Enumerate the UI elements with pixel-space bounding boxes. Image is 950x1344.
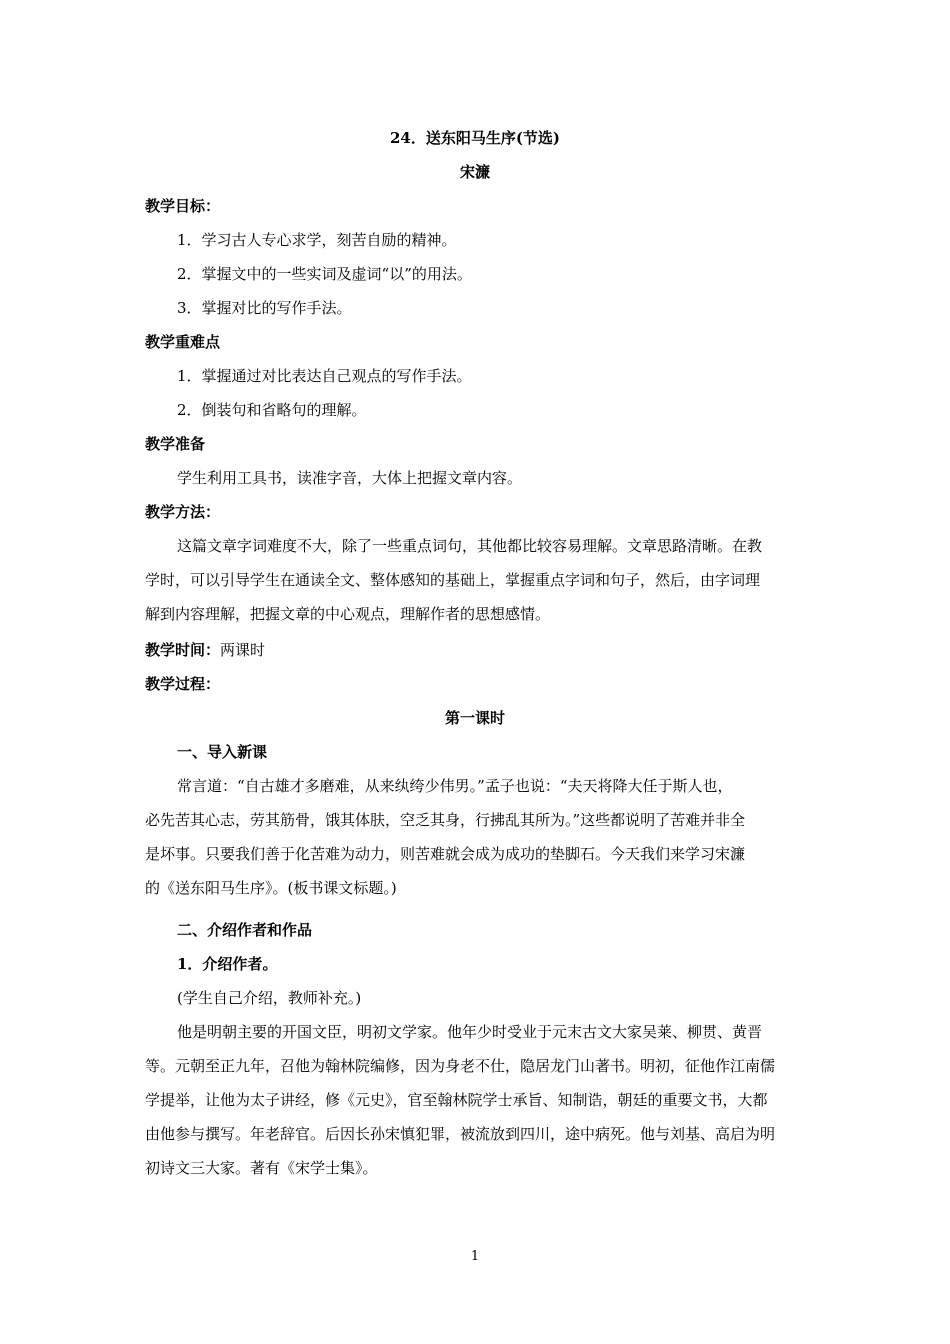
author-bio-line: 等。元朝至正九年，召他为翰林院编修，因为身老不仕，隐居龙门山著书。明初，征他作江南儒 [145, 1057, 776, 1075]
preparation-heading: 教学准备 [145, 435, 206, 453]
method-heading: 教学方法： [145, 503, 221, 521]
author-bio-line: 初诗文三大家。著有《宋学士集》。 [145, 1159, 378, 1177]
method-line: 学时，可以引导学生在通读全文、整体感知的基础上，掌握重点字词和句子，然后，由字词理 [145, 571, 761, 589]
objectives-heading: 教学目标： [145, 197, 221, 215]
difficulties-heading: 教学重难点 [145, 333, 221, 351]
objective-item: 2．掌握文中的一些实词及虚词“以”的用法。 [177, 265, 472, 283]
author-sub-heading: 1．介绍作者。 [177, 955, 278, 973]
preparation-text: 学生利用工具书，读准字音，大体上把握文章内容。 [177, 469, 523, 487]
objective-item: 3．掌握对比的写作手法。 [177, 299, 352, 317]
author-name: 宋濂 [459, 163, 490, 181]
intro-line: 必先苦其心志，劳其筋骨，饿其体肤，空乏其身，行拂乱其所为。”这些都说明了苦难并非全 [145, 811, 746, 829]
time-row [145, 640, 265, 660]
time-value: 两课时 [220, 641, 266, 659]
difficulty-item: 1．掌握通过对比表达自己观点的写作手法。 [177, 367, 472, 385]
time-heading: 教学时间： [145, 641, 221, 659]
author-bio-line: 学提举，让他为太子讲经，修《元史》，官至翰林院学士承旨、知制诰，朝廷的重要文书，大都 [145, 1091, 768, 1109]
author-bio-line: 他是明朝主要的开国文臣，明初文学家。他年少时受业于元末古文大家吴莱、柳贯、黄晋 [177, 1023, 763, 1041]
author-note: (学生自己介绍，教师补充。) [177, 989, 362, 1007]
difficulty-item: 2．倒装句和省略句的理解。 [177, 401, 367, 419]
method-line: 解到内容理解，把握文章的中心观点，理解作者的思想感情。 [145, 605, 551, 623]
intro-heading: 一、导入新课 [177, 743, 268, 761]
method-line: 这篇文章字词难度不大，除了一些重点词句，其他都比较容易理解。文章思路清晰。在教 [177, 537, 763, 555]
lesson-title: 24．送东阳马生序(节选) [389, 129, 561, 147]
lesson1-title: 第一课时 [444, 709, 505, 727]
author-bio-line: 由他参与撰写。年老辞官。后因长孙宋慎犯罪，被流放到四川，途中病死。他与刘基、高启为明 [145, 1125, 776, 1143]
intro-line: 常言道：“自古雄才多磨难，从来纨绔少伟男。”孟子也说：“夫天将降大任于斯人也， [177, 777, 733, 795]
author-section-heading: 二、介绍作者和作品 [177, 921, 313, 939]
process-heading: 教学过程： [145, 675, 221, 693]
page-number: 1 [470, 1249, 480, 1264]
intro-line: 的《送东阳马生序》。(板书课文标题。) [145, 879, 397, 897]
intro-line: 是坏事。只要我们善于化苦难为动力，则苦难就会成为成功的垫脚石。今天我们来学习宋濂 [145, 845, 746, 863]
objective-item: 1．学习古人专心求学，刻苦自励的精神。 [177, 231, 457, 249]
